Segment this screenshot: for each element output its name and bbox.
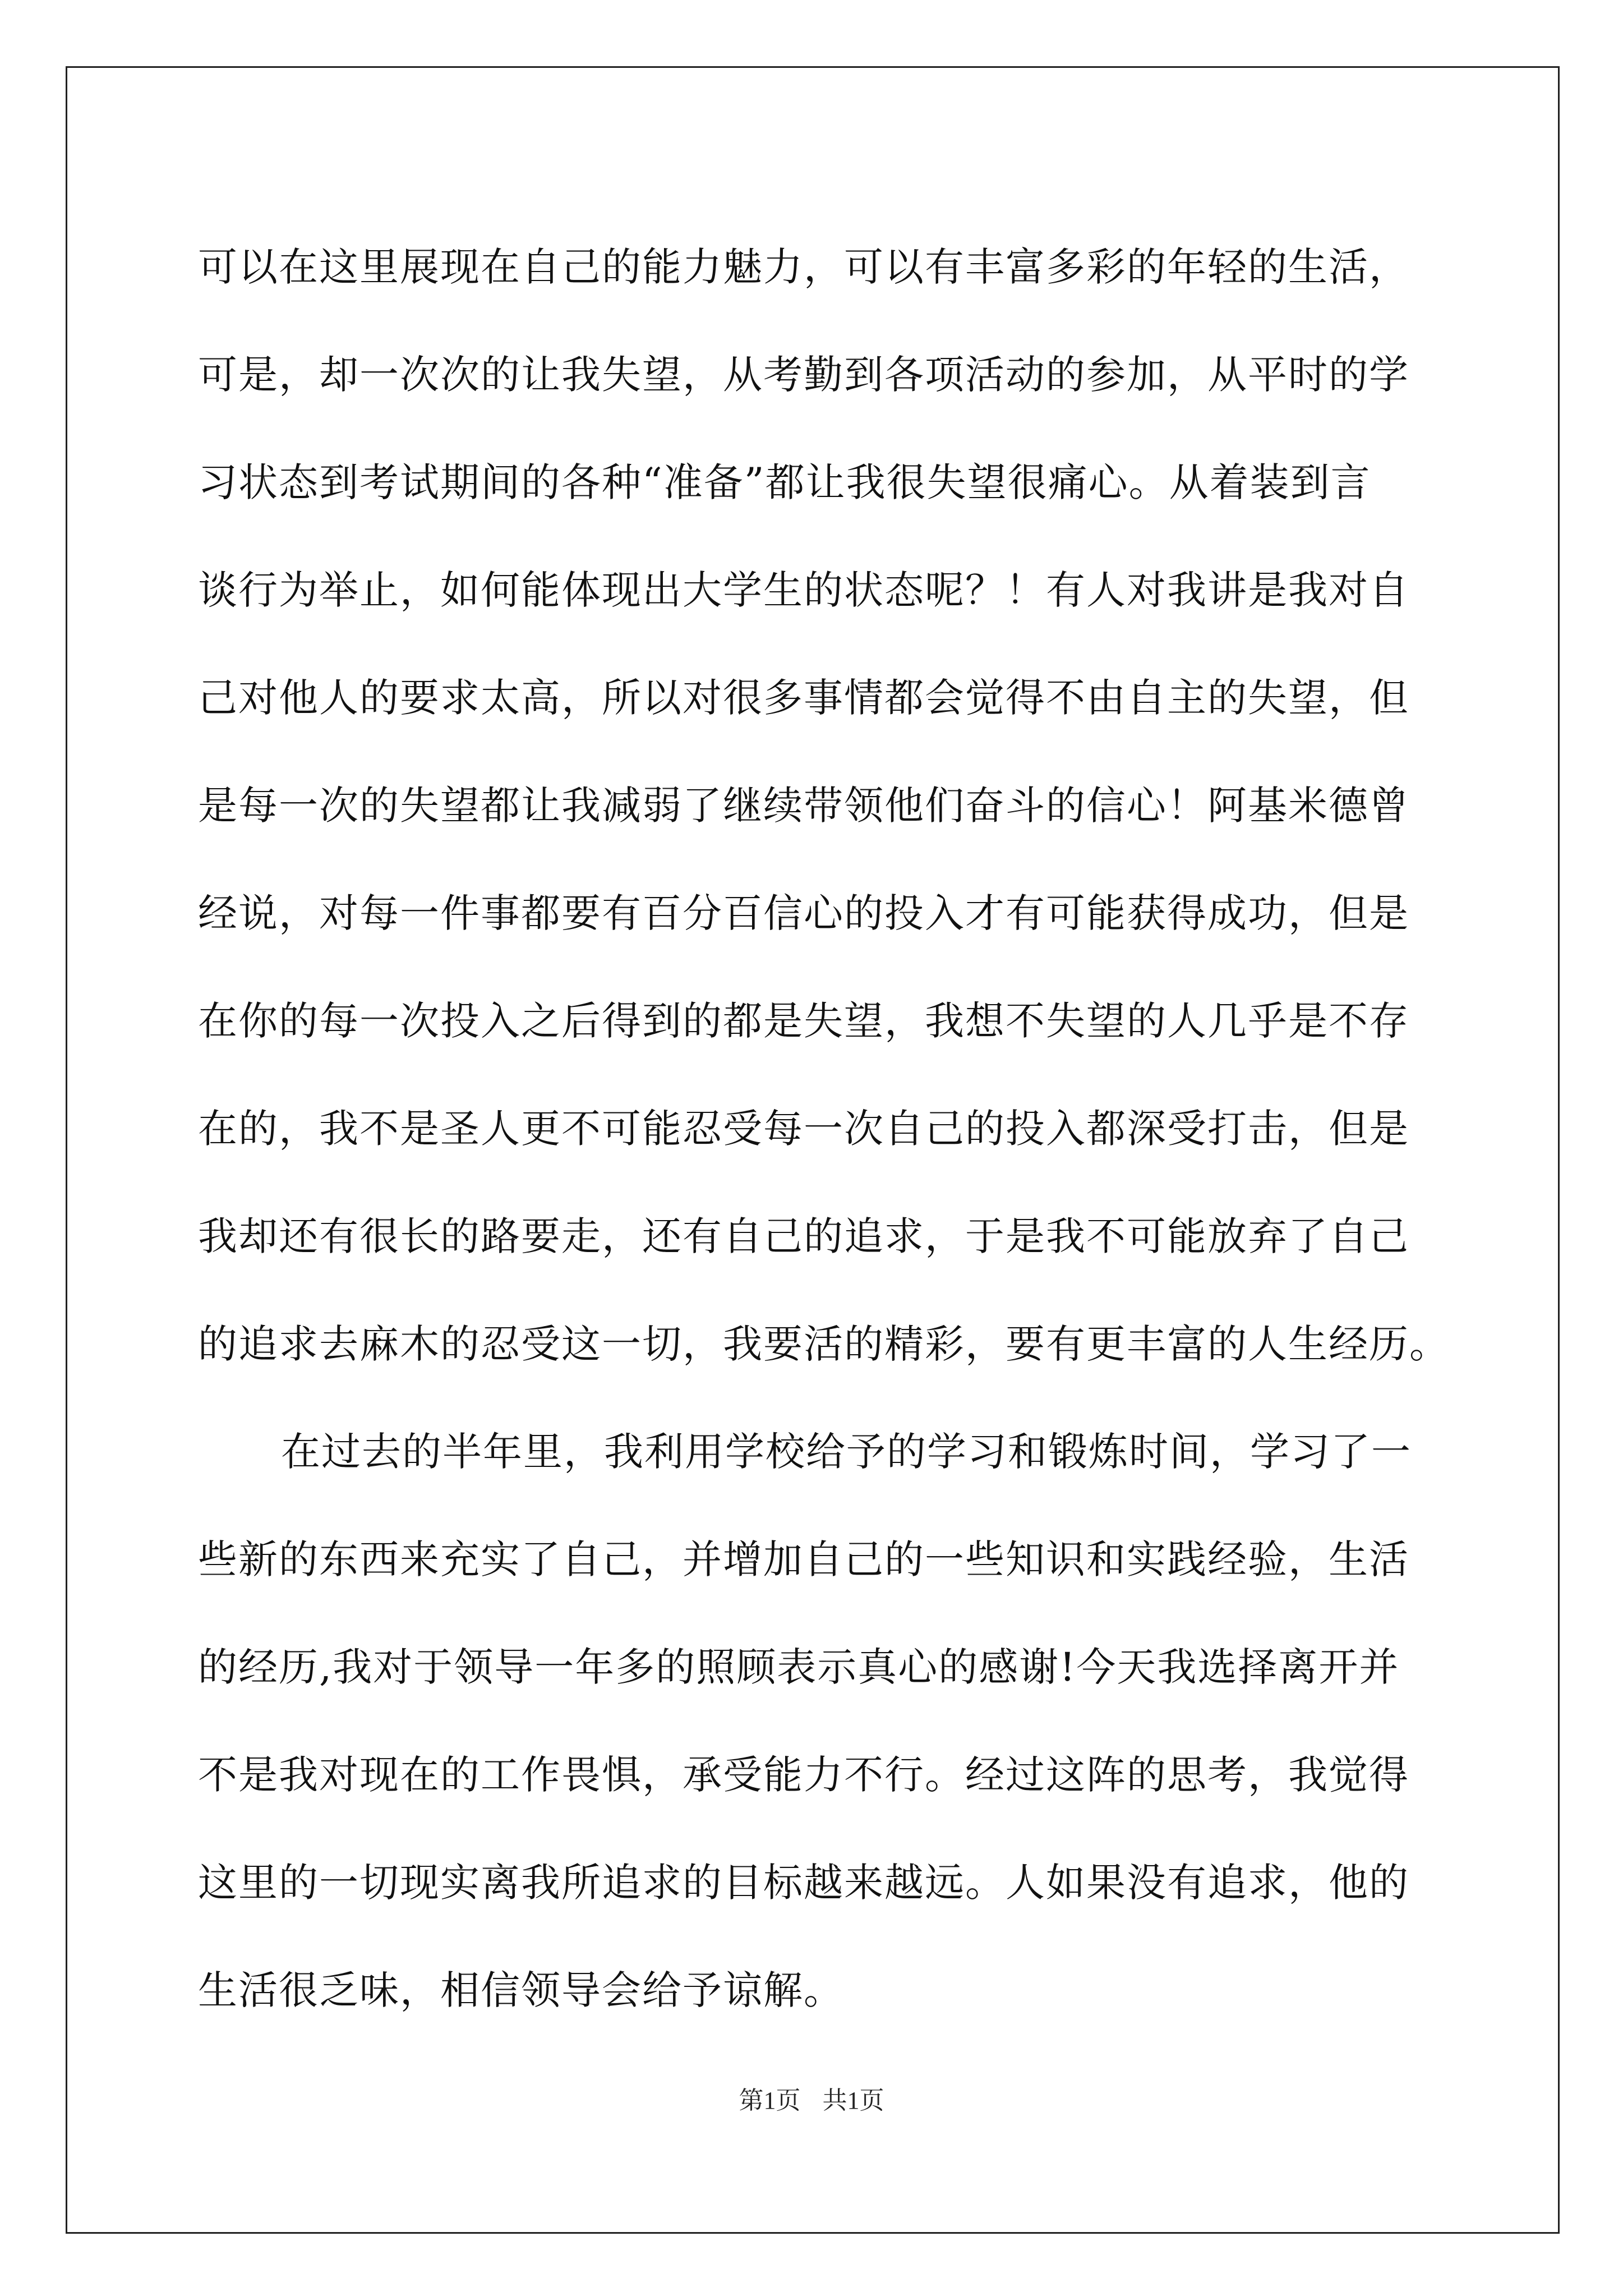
text-line: 可是，却一次次的让我失望，从考勤到各项活动的参加，从平时的学 xyxy=(198,352,1409,398)
text-line: 的经历,我对于领导一年多的照顾表示真心的感谢!今天我选择离开并 xyxy=(198,1644,1400,1690)
text-line: 些新的东西来充实了自己，并增加自己的一些知识和实践经验，生活 xyxy=(198,1536,1409,1582)
text-line: 生活很乏味，相信领导会给予谅解。 xyxy=(198,1967,844,2013)
text-line: 我却还有很长的路要走，还有自己的追求，于是我不可能放弃了自己 xyxy=(198,1213,1409,1259)
page-footer xyxy=(0,2080,1623,2116)
text-line: 经说，对每一件事都要有百分百信心的投入才有可能获得成功，但是 xyxy=(198,890,1409,936)
paragraph-start-line: 在过去的半年里，我利用学校给予的学习和锻炼时间，学习了一 xyxy=(281,1429,1412,1475)
page-total: 共1页 xyxy=(822,2087,884,2114)
text-line: 习状态到考试期间的各种“准备”都让我很失望很痛心。从着装到言 xyxy=(198,459,1371,505)
text-line: 这里的一切现实离我所追求的目标越来越远。人如果没有追求，他的 xyxy=(198,1860,1409,1906)
document-body xyxy=(198,213,1450,2044)
text-line: 可以在这里展现在自己的能力魅力，可以有丰富多彩的年轻的生活， xyxy=(198,244,1409,290)
text-line: 在的，我不是圣人更不可能忍受每一次自己的投入都深受打击，但是 xyxy=(198,1106,1409,1152)
text-line: 是每一次的失望都让我减弱了继续带领他们奋斗的信心！阿基米德曾 xyxy=(198,783,1409,829)
text-line: 己对他人的要求太高，所以对很多事情都会觉得不由自主的失望，但 xyxy=(198,675,1409,721)
text-line: 谈行为举止，如何能体现出大学生的状态呢？！有人对我讲是我对自 xyxy=(198,567,1409,613)
text-line: 的追求去麻木的忍受这一切，我要活的精彩，要有更丰富的人生经历。 xyxy=(198,1321,1450,1367)
text-line: 不是我对现在的工作畏惧，承受能力不行。经过这阵的思考，我觉得 xyxy=(198,1752,1409,1798)
page-number: 第1页 xyxy=(739,2087,801,2114)
text-line: 在你的每一次投入之后得到的都是失望，我想不失望的人几乎是不存 xyxy=(198,998,1409,1044)
